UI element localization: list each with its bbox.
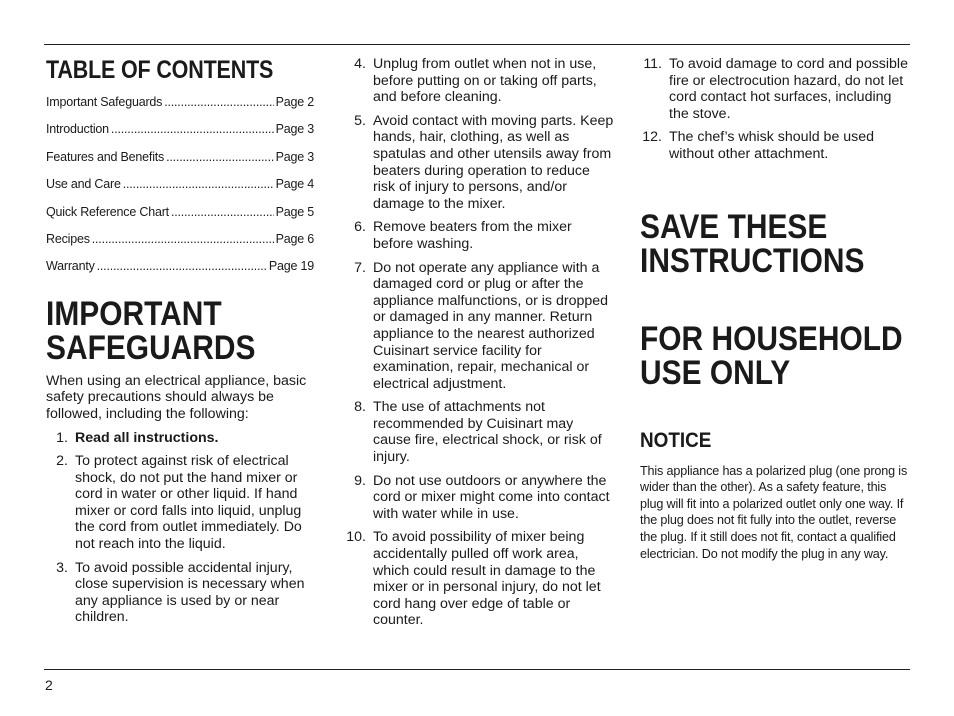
list-item: 5. Avoid contact with moving parts. Keep hands, hair, clothing, as well as spatulas and other utensils away from beaters during operation to reduce risk of injury to persons, and/or damage to the mixer. <box>354 112 614 212</box>
list-item: 4. Unplug from outlet when not in use, before putting on or taking off parts, and before cleaning. <box>354 56 597 106</box>
safeguards-list-part3 <box>640 56 910 163</box>
column-middle <box>342 56 614 636</box>
list-item: 6. Remove beaters from the mixer before washing. <box>354 219 572 252</box>
list-item: 1. Read all instructions. <box>56 429 219 446</box>
safeguards-list-part2 <box>342 56 614 629</box>
list-item: 12. The chef’s whisk should be used without other attachment. <box>642 129 875 162</box>
toc-entry: Use and Care ..... Page 4 <box>46 177 314 204</box>
toc-title: TABLE OF CONTENTS <box>46 56 274 84</box>
top-rule <box>44 44 910 45</box>
toc-entry: Features and Benefits ..... Page 3 <box>46 150 314 177</box>
list-item: 8. The use of attachments not recommended by Cuisinart may cause fire, electrical shock, or risk of injury. <box>354 399 602 466</box>
safeguards-heading: IMPORTANT SAFEGUARDS <box>46 294 256 367</box>
column-left <box>46 56 314 633</box>
list-item: 7. Do not operate any appliance with a damaged cord or plug or after the appliance malfunctions, or is dropped or damaged in any manner. Return appliance to the nearest authorized Cuisinart service facility for examination, repair, mechanical or electrical adjustment. <box>354 259 609 392</box>
household-use-heading: FOR HOUSEHOLD USE ONLY <box>640 319 903 392</box>
toc-entry: Quick Reference Chart ..... Page 5 <box>46 205 314 232</box>
safeguards-list-part1 <box>46 430 314 627</box>
list-item: 3. To avoid possible accidental injury, close supervision is necessary when any appliance is used by or near children. <box>56 559 305 626</box>
toc-entry: Introduction ..... Page 3 <box>46 122 314 149</box>
list-item: 10. To avoid possibility of mixer being accidentally pulled off work area, which could result in damage to the mixer or in personal injury, do not let cord hang over edge of table or counter. <box>346 529 601 629</box>
toc-entry: Warranty ..... Page 19 <box>46 259 314 286</box>
toc-entry: Important Safeguards ..... Page 2 <box>46 95 314 122</box>
toc-list <box>46 95 314 287</box>
safeguards-intro: When using an electrical appliance, basic safety precautions should always be followed, including the following: <box>46 372 307 422</box>
notice-text: This appliance has a polarized plug (one prong is wider than the other). As a safety feature, this plug will fit into a polarized outlet only one way. If the plug does not fit fully into the outlet, reverse the plug. If it still does not fit, contact a qualified electrician. Do not modify the plug in any way. <box>640 463 908 561</box>
bottom-rule <box>44 669 910 670</box>
column-right <box>640 56 910 562</box>
notice-title: NOTICE <box>640 428 712 452</box>
toc-entry: Recipes ..... Page 6 <box>46 232 314 259</box>
list-item: 2. To protect against risk of electrical shock, do not put the hand mixer or cord in water or other liquid. If hand mixer or cord falls into liquid, unplug the cord from outlet immediately. Do not reach into the liquid. <box>56 453 302 553</box>
list-item: 11. To avoid damage to cord and possible fire or electrocution hazard, do not let cord contact hot surfaces, including the stove. <box>643 56 908 122</box>
page-number: 2 <box>45 677 53 693</box>
list-item: 9. Do not use outdoors or anywhere the cord or mixer might come into contact with water while in use. <box>354 472 610 522</box>
save-instructions-heading: SAVE THESE INSTRUCTIONS <box>640 207 865 280</box>
